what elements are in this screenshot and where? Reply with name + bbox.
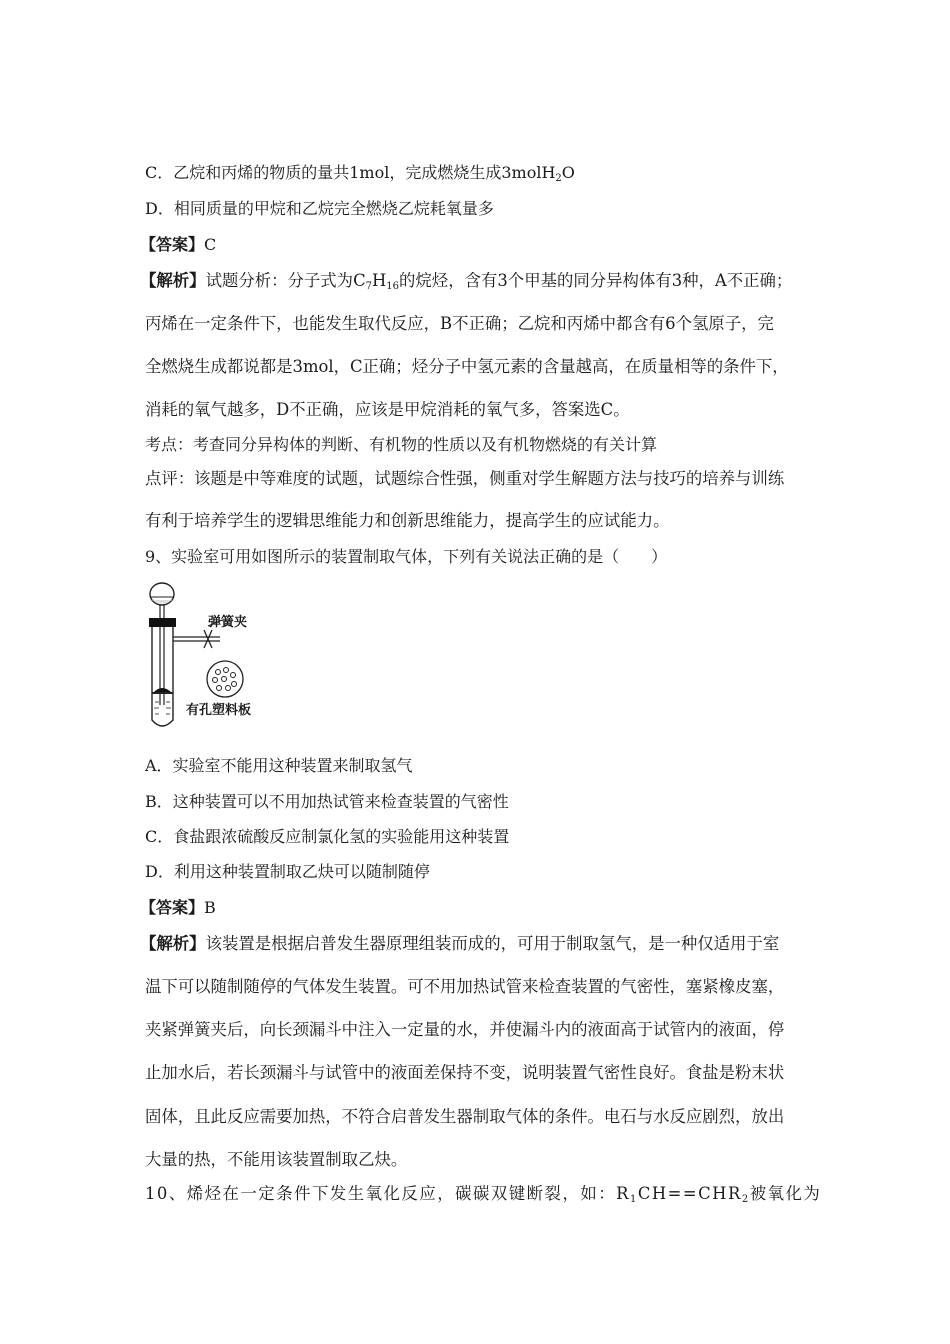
q9-answer: 【答案】B (140, 898, 216, 917)
q8-kaodian: 考点：考查同分异构体的判断、有机物的性质以及有机物燃烧的有关计算 (145, 435, 658, 454)
q9-analysis-line-5: 固体，且此反应需要加热，不符合启普发生器制取气体的条件。电石与水反应剧烈，放出 (145, 1107, 785, 1126)
q9-option-a: A．实验室不能用这种装置来制取氢气 (145, 756, 413, 775)
q8-answer: 【答案】C (140, 235, 217, 254)
q9-option-d: D．利用这种装置制取乙炔可以随制随停 (145, 862, 430, 881)
q8-option-c: C．乙烷和丙烯的物质的量共1mol，完成燃烧生成3molH$_2$O (145, 163, 575, 184)
q9-analysis-line-2: 温下可以随制随停的气体发生装置。可不用加热试管来检查装置的气密性，塞紧橡皮塞， (145, 977, 785, 996)
q9-option-b: B．这种装置可以不用加热试管来检查装置的气密性 (145, 792, 509, 811)
q9-stem: 9、实验室可用如图所示的装置制取气体，下列有关说法正确的是（ ） (145, 547, 668, 566)
q8-analysis-line-3: 全燃烧生成都说都是3mol，C正确；烃分子中氢元素的含量越高，在质量相等的条件下， (145, 357, 789, 376)
q9-analysis-line-4: 止加水后，若长颈漏斗与试管中的液面差保持不变，说明装置气密性良好。食盐是粉末状 (145, 1063, 785, 1082)
q8-analysis-line-1: 【解析】试题分析：分子式为$C_7H_{16}$的烷烃，含有3个甲基的同分异构体有3种，A不正确； (140, 271, 793, 292)
q8-analysis-line-2: 丙烯在一定条件下，也能发生取代反应，B不正确；乙烷和丙烯中都含有6个氢原子，完 (145, 314, 774, 333)
q8-option-d: D．相同质量的甲烷和乙烷完全燃烧乙烷耗氧量多 (145, 199, 494, 218)
label-perforated-plate: 有孔塑料板 (186, 703, 252, 718)
q9-analysis-line-1: 【解析】该装置是根据启普发生器原理组装而成的，可用于制取氢气，是一种仅适用于室 (140, 934, 780, 953)
q8-analysis-line-4: 消耗的氧气越多，D不正确，应该是甲烷消耗的氧气多，答案选C。 (145, 400, 630, 419)
kipp-apparatus-figure (140, 580, 270, 730)
q8-dianping-line-2: 有利于培养学生的逻辑思维能力和创新思维能力，提高学生的应试能力。 (145, 511, 670, 530)
q10-stem: 10、烯烃在一定条件下发生氧化反应，碳碳双键断裂，如：$R_1CH==CHR_2$被氧化为 (145, 1184, 822, 1205)
q9-analysis-line-3: 夹紧弹簧夹后，向长颈漏斗中注入一定量的水，并使漏斗内的液面高于试管内的液面，停 (145, 1020, 785, 1039)
label-spring-clip: 弹簧夹 (208, 615, 248, 630)
q8-dianping-line-1: 点评：该题是中等难度的试题，试题综合性强，侧重对学生解题方法与技巧的培养与训练 (145, 469, 785, 488)
q9-option-c: C．食盐跟浓硫酸反应制氯化氢的实验能用这种装置 (145, 827, 510, 846)
q9-analysis-line-6: 大量的热，不能用该装置制取乙炔。 (145, 1150, 408, 1169)
